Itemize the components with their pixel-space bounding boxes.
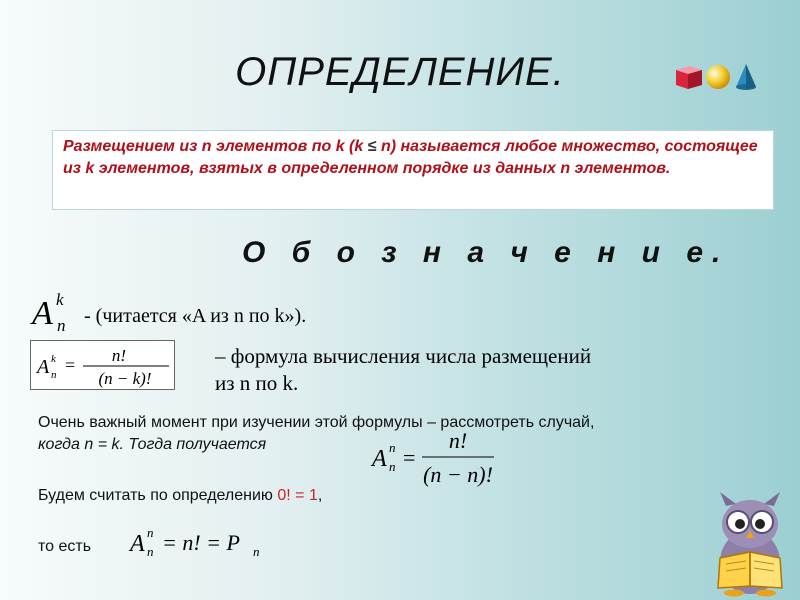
less-equal-sign: ≤	[367, 138, 377, 155]
svg-text:n!: n!	[111, 346, 127, 365]
notation-symbol	[30, 288, 90, 334]
svg-text:n: n	[389, 459, 396, 474]
page-title: ОПРЕДЕЛЕНИЕ.	[235, 50, 565, 94]
formula-caption-line-1: – формула вычисления числа размещений	[215, 344, 592, 368]
svg-text:A: A	[130, 531, 145, 557]
svg-text:(n − n)!: (n − n)!	[423, 462, 493, 487]
owl-reading-book-icon	[702, 492, 798, 597]
svg-text:A: A	[372, 446, 387, 472]
definition-text-1: Размещением из n элементов по k (k	[63, 138, 368, 155]
svg-text:(n − k)!: (n − k)!	[98, 369, 152, 388]
svg-text:k: k	[51, 353, 56, 365]
cone-icon	[736, 64, 756, 90]
factorial-convention-value: 0! = 1	[277, 487, 318, 504]
svg-text:n: n	[57, 316, 66, 334]
formula-caption-line-2: из n по k.	[215, 371, 299, 395]
svg-text:= n! = P: = n! = P	[162, 530, 240, 555]
svg-text:n: n	[51, 369, 57, 381]
important-note	[38, 412, 594, 456]
svg-text:=: =	[403, 445, 416, 470]
definition-text-2: n) называется любое множество, состоящее из k элементов, взятых в определенном порядке из данных n элементов.	[63, 138, 758, 177]
permutations-identity	[128, 517, 268, 563]
svg-text:n: n	[147, 544, 154, 559]
factorial-convention	[38, 487, 322, 505]
factorial-convention-prefix: Будем считать по определению	[38, 487, 278, 504]
definition-box	[52, 130, 774, 210]
cube-icon	[676, 66, 702, 89]
svg-text:A: A	[37, 356, 50, 378]
case-n-equals-k-formula	[370, 425, 500, 495]
notation-reading: - (читается «A из n по k»).	[84, 305, 307, 327]
formula-box	[30, 340, 175, 390]
svg-text:=: =	[65, 355, 76, 375]
arrangements-formula	[31, 341, 174, 389]
svg-text:n: n	[253, 544, 260, 559]
svg-text:A: A	[32, 295, 53, 332]
svg-text:n: n	[389, 440, 396, 455]
sphere-icon	[706, 65, 730, 89]
svg-text:n: n	[147, 525, 154, 540]
svg-text:n!: n!	[448, 428, 468, 453]
that-is-label: то есть	[38, 538, 92, 555]
factorial-convention-suffix: ,	[317, 487, 323, 504]
formula-caption	[215, 343, 591, 397]
geometric-shapes-icon	[672, 62, 772, 92]
svg-text:k: k	[56, 290, 64, 309]
important-note-line-1: Очень важный момент при изучении этой формулы – рассмотреть случай,	[38, 414, 595, 431]
notation-heading: О б о з н а ч е н и е.	[242, 236, 730, 269]
important-note-line-2: когда n = k. Тогда получается	[38, 436, 267, 453]
